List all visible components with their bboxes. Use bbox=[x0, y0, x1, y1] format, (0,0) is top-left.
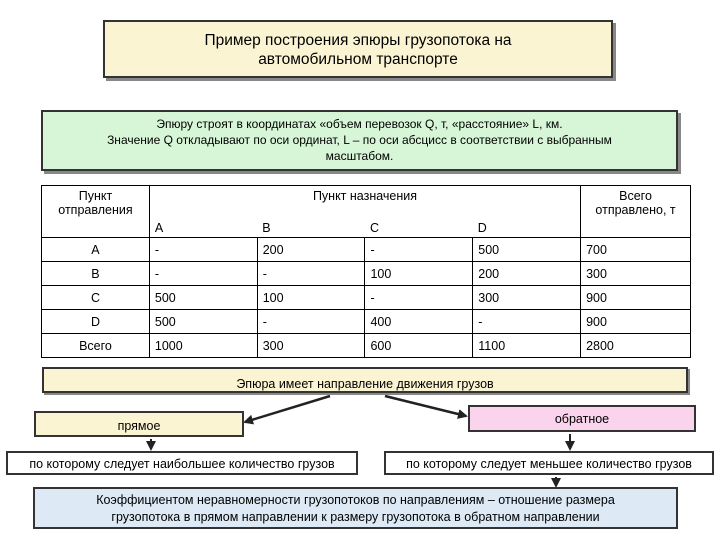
destination-label: A bbox=[149, 209, 257, 238]
intro-line-1: Эпюру строят в координатах «объем перевозок Q, т, «расстояние» L, км. bbox=[156, 117, 563, 131]
summary-banner: Эпюра имеет направление движения грузов bbox=[42, 367, 688, 393]
table-cell: - bbox=[149, 262, 257, 286]
table-cell: - bbox=[257, 310, 365, 334]
table-cell: 1100 bbox=[473, 334, 581, 358]
table-cell: - bbox=[365, 238, 473, 262]
destination-label: C bbox=[365, 209, 473, 238]
table-cell: 400 bbox=[365, 310, 473, 334]
arrow-to-forward bbox=[245, 396, 330, 422]
table-cell: 100 bbox=[365, 262, 473, 286]
row-total: 2800 bbox=[581, 334, 691, 358]
table-cell: 600 bbox=[365, 334, 473, 358]
table-cell: 500 bbox=[473, 238, 581, 262]
origin-header: Пункт отправления bbox=[42, 186, 150, 238]
definition-line-2: грузопотока в прямом направлении к размеру грузопотока в обратном направлении bbox=[111, 509, 600, 524]
row-origin: Всего bbox=[42, 334, 150, 358]
table-cell: 100 bbox=[257, 286, 365, 310]
row-origin: D bbox=[42, 310, 150, 334]
destination-header: Пункт назначения bbox=[149, 186, 580, 210]
row-total: 300 bbox=[581, 262, 691, 286]
table-cell: 1000 bbox=[149, 334, 257, 358]
table-cell: - bbox=[365, 286, 473, 310]
intro-line-3: масштабом. bbox=[325, 149, 394, 164]
total-header: Всего отправлено, т bbox=[581, 186, 691, 238]
table-cell: 300 bbox=[257, 334, 365, 358]
table-cell: 200 bbox=[473, 262, 581, 286]
definition-line-1: Коэффициентом неравномерности грузопотоков по направлениям – отношение размера bbox=[96, 493, 615, 507]
table-cell: 200 bbox=[257, 238, 365, 262]
row-origin: B bbox=[42, 262, 150, 286]
reverse-direction-box: обратное bbox=[468, 405, 696, 432]
row-origin: C bbox=[42, 286, 150, 310]
forward-direction-box: прямое bbox=[34, 411, 244, 437]
row-total: 900 bbox=[581, 286, 691, 310]
title-line-2: автомобильном транспорте bbox=[258, 51, 458, 69]
table-cell: 300 bbox=[473, 286, 581, 310]
table-cell: - bbox=[257, 262, 365, 286]
intro-line-2: Значение Q откладывают по оси ординат, L – по оси абсцисс в соответствии с выбранным bbox=[107, 133, 612, 148]
table-cell: - bbox=[149, 238, 257, 262]
reverse-description: по которому следует меньшее количество грузов bbox=[384, 451, 714, 475]
table-cell: 500 bbox=[149, 286, 257, 310]
title-line-1: Пример построения эпюры грузопотока на bbox=[204, 32, 512, 49]
destination-label: B bbox=[257, 209, 365, 238]
forward-description: по которому следует наибольшее количество грузов bbox=[6, 451, 358, 475]
row-total: 900 bbox=[581, 310, 691, 334]
destination-label: D bbox=[473, 209, 581, 238]
row-origin: A bbox=[42, 238, 150, 262]
arrow-to-reverse bbox=[385, 396, 466, 416]
row-total: 700 bbox=[581, 238, 691, 262]
definition-box bbox=[33, 487, 678, 529]
table-cell: 500 bbox=[149, 310, 257, 334]
table-cell: - bbox=[473, 310, 581, 334]
